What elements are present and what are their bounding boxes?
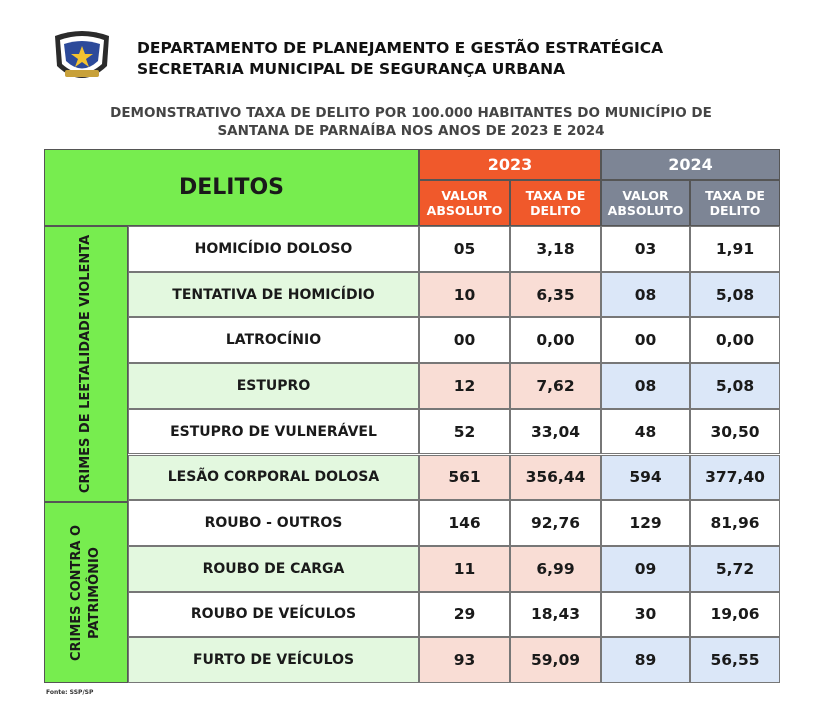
table-cell-rate-2024: 19,06	[690, 592, 780, 638]
group-property-crimes-label: CRIMES CONTRA O PATRIMÔNIO	[69, 524, 102, 661]
title-line-1: DEMONSTRATIVO TAXA DE DELITO POR 100.000 HABITANTES DO MUNICÍPIO DE	[110, 105, 712, 121]
group-lethal-violence-label: CRIMES DE LEETALIDADE VIOLENTA	[78, 234, 93, 494]
table-cell-abs-2024: 00	[601, 317, 690, 363]
table-cell-abs-2023: 52	[419, 409, 510, 455]
delitos-header: DELITOS	[44, 149, 419, 226]
table-cell-abs-2024: 48	[601, 409, 690, 455]
title-line-2: SANTANA DE PARNAÍBA NOS ANOS DE 2023 E 2024	[217, 123, 605, 139]
table-row-label: ROUBO DE VEÍCULOS	[128, 592, 419, 638]
crime-rate-table	[44, 149, 780, 683]
table-cell-rate-2024: 30,50	[690, 409, 780, 455]
table-row-label: ESTUPRO DE VULNERÁVEL	[128, 409, 419, 455]
table-cell-rate-2023: 356,44	[510, 455, 601, 501]
table-cell-rate-2023: 92,76	[510, 500, 601, 546]
table-cell-rate-2023: 59,09	[510, 637, 601, 683]
table-cell-rate-2023: 0,00	[510, 317, 601, 363]
year-2024-header: 2024	[601, 149, 780, 180]
table-cell-abs-2023: 11	[419, 546, 510, 592]
table-cell-rate-2024: 0,00	[690, 317, 780, 363]
table-cell-abs-2023: 12	[419, 363, 510, 409]
table-cell-abs-2023: 561	[419, 455, 510, 501]
table-row-label: ROUBO DE CARGA	[128, 546, 419, 592]
header-abs-2024: VALOR ABSOLUTO	[601, 180, 690, 226]
table-cell-abs-2023: 29	[419, 592, 510, 638]
table-cell-rate-2023: 6,99	[510, 546, 601, 592]
table-cell-rate-2023: 18,43	[510, 592, 601, 638]
table-cell-abs-2024: 03	[601, 226, 690, 272]
table-row-label: LESÃO CORPORAL DOLOSA	[128, 455, 419, 501]
table-cell-abs-2024: 594	[601, 455, 690, 501]
org-line-2: SECRETARIA MUNICIPAL DE SEGURANÇA URBANA	[137, 60, 566, 78]
table-cell-abs-2024: 30	[601, 592, 690, 638]
table-cell-rate-2024: 56,55	[690, 637, 780, 683]
header-abs-2023: VALOR ABSOLUTO	[419, 180, 510, 226]
table-cell-abs-2024: 08	[601, 363, 690, 409]
table-cell-abs-2023: 05	[419, 226, 510, 272]
table-row-label: FURTO DE VEÍCULOS	[128, 637, 419, 683]
source-note: Fonte: SSP/SP	[46, 689, 94, 696]
table-cell-abs-2023: 10	[419, 272, 510, 318]
group-lethal-violence	[44, 226, 128, 502]
header-rate-2023: TAXA DE DELITO	[510, 180, 601, 226]
header-rate-2024: TAXA DE DELITO	[690, 180, 780, 226]
document-title	[0, 104, 822, 140]
group-property-crimes	[44, 502, 128, 683]
table-row-label: HOMICÍDIO DOLOSO	[128, 226, 419, 272]
table-cell-abs-2023: 93	[419, 637, 510, 683]
table-cell-rate-2023: 33,04	[510, 409, 601, 455]
table-row-label: ROUBO - OUTROS	[128, 500, 419, 546]
table-cell-rate-2024: 5,08	[690, 363, 780, 409]
table-cell-rate-2024: 1,91	[690, 226, 780, 272]
table-cell-rate-2024: 5,08	[690, 272, 780, 318]
table-row-label: LATROCÍNIO	[128, 317, 419, 363]
org-header	[137, 38, 663, 80]
table-cell-abs-2024: 129	[601, 500, 690, 546]
table-cell-rate-2023: 3,18	[510, 226, 601, 272]
table-cell-rate-2023: 6,35	[510, 272, 601, 318]
table-cell-rate-2024: 81,96	[690, 500, 780, 546]
table-cell-abs-2023: 146	[419, 500, 510, 546]
table-row-label: TENTATIVA DE HOMICÍDIO	[128, 272, 419, 318]
table-cell-abs-2023: 00	[419, 317, 510, 363]
table-cell-abs-2024: 08	[601, 272, 690, 318]
org-line-1: DEPARTAMENTO DE PLANEJAMENTO E GESTÃO ESTRATÉGICA	[137, 39, 664, 57]
police-badge-logo	[51, 28, 113, 86]
table-row-label: ESTUPRO	[128, 363, 419, 409]
year-2023-header: 2023	[419, 149, 601, 180]
table-cell-abs-2024: 89	[601, 637, 690, 683]
table-cell-rate-2024: 377,40	[690, 455, 780, 501]
table-cell-rate-2024: 5,72	[690, 546, 780, 592]
table-cell-rate-2023: 7,62	[510, 363, 601, 409]
table-cell-abs-2024: 09	[601, 546, 690, 592]
